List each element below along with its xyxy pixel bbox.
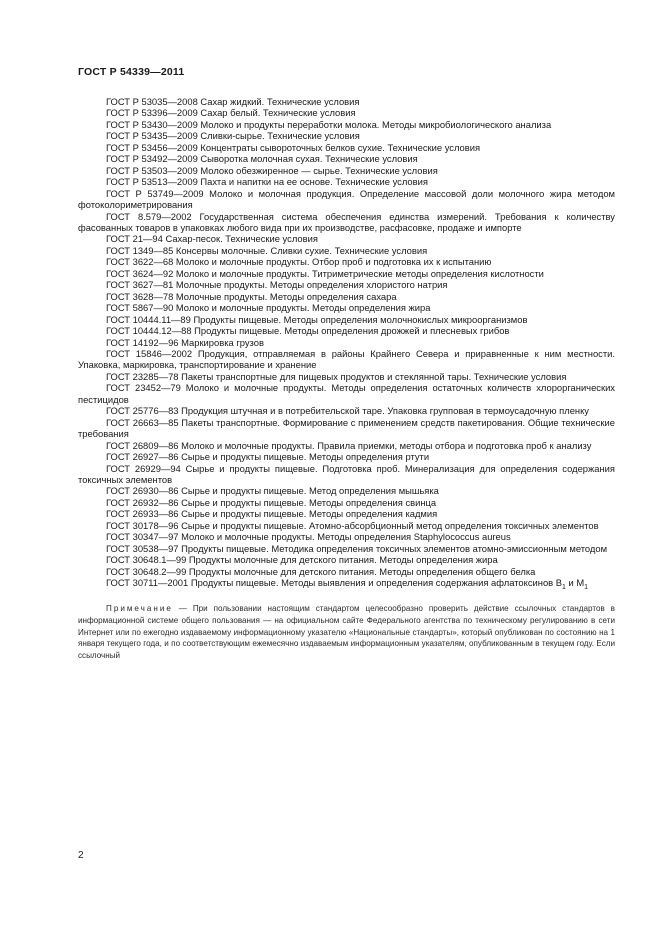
reference-text: и M	[565, 577, 585, 589]
reference-item: ГОСТ 3627—81 Молочные продукты. Методы определения хлористого натрия	[106, 279, 448, 291]
reference-item: ГОСТ 25776—83 Продукция штучная и в потребительской таре. Упаковка групповая в термоусадочную пленку	[106, 405, 589, 417]
reference-item: ГОСТ 5867—90 Молоко и молочные продукты. Методы определения жира	[106, 302, 431, 314]
reference-text: ГОСТ 30711—2001 Продукты пищевые. Методы выявления и определения содержания афлатоксинов B	[106, 577, 562, 589]
reference-item: ГОСТ 26809—86 Молоко и молочные продукты. Правила приемки, методы отбора и подготовка проб к анализу	[106, 439, 592, 451]
subscript: 1	[562, 583, 566, 591]
page-number: 2	[78, 850, 84, 861]
note-label: Примечание	[106, 604, 173, 614]
reference-item: ГОСТ 30347—97 Молоко и молочные продукты. Методы определения Staphylococcus aureus	[106, 531, 511, 543]
reference-item: ГОСТ 30648.2—99 Продукты молочные для детского питания. Методы определения общего белка	[106, 565, 536, 577]
reference-item: ГОСТ 30538—97 Продукты пищевые. Методика определения токсичных элементов атомно-эмиссионным методом	[106, 542, 608, 554]
reference-item: ГОСТ Р 53430—2009 Молоко и продукты переработки молока. Методы микробиологического анализа	[106, 118, 552, 130]
reference-item: ГОСТ Р 53396—2009 Сахар белый. Технические условия	[106, 107, 356, 119]
reference-item: ГОСТ 14192—96 Маркировка грузов	[106, 336, 264, 348]
reference-item: ГОСТ Р 53513—2009 Пахта и напитки на ее основе. Технические условия	[106, 176, 428, 188]
reference-item: ГОСТ Р 53435—2009 Сливки-сырье. Технические условия	[106, 130, 360, 142]
reference-item: ГОСТ 26930—86 Сырье и продукты пищевые. Метод определения мышьяка	[106, 485, 439, 497]
reference-item: ГОСТ 26927—86 Сырье и продукты пищевые. Методы определения ртути	[106, 451, 430, 463]
reference-item: ГОСТ 26663—85 Пакеты транспортные. Формирование с применением средств пакетирования. Общие технические требования	[78, 416, 615, 440]
references-list	[78, 96, 615, 669]
note-text: — При пользовании настоящим стандартом целесообразно проверить действие ссылочных стандартов в информационной системе общего пользования — на официальном сайте Федерального агентства по техническому регулированию в сети Интернет или по ежегодно издаваемому информационному указателю «Национальные стандарты», который опубликован по состоянию на 1 января текущего года, и по соответствующим ежемесячно издаваемым информационным указателям, опубликованным в текущем году. Если ссылочный	[78, 604, 615, 660]
reference-item: ГОСТ 3628—78 Молочные продукты. Методы определения сахара	[106, 290, 397, 302]
reference-item: ГОСТ 26932—86 Сырье и продукты пищевые. Методы определения свинца	[106, 496, 437, 508]
subscript: 1	[584, 583, 589, 591]
reference-item: ГОСТ 26929—94 Сырье и продукты пищевые. Подготовка проб. Минерализация для определения содержания токсичных элементов	[78, 462, 615, 485]
reference-item: ГОСТ 15846—2002 Продукция, отправляемая в районы Крайнего Севера и приравненные к ним местности. Упаковка, маркировка, транспортирование и хранение	[78, 347, 615, 371]
reference-item-aflatoxins	[78, 577, 615, 593]
reference-item: ГОСТ 8.579—2002 Государственная система обеспечения единства измерений. Требования к количеству фасованных товаров в упаковках любого вида при их производстве, расфасовке, продаже и импорте	[78, 210, 615, 233]
reference-item: ГОСТ 23285—78 Пакеты транспортные для пищевых продуктов и стеклянной тары. Технические условия	[106, 370, 567, 382]
reference-item: ГОСТ Р 53503—2009 Молоко обезжиренное — сырье. Технические условия	[106, 164, 438, 176]
reference-item: ГОСТ Р 53492—2009 Сыворотка молочная сухая. Технические условия	[106, 153, 418, 165]
reference-item: ГОСТ 10444.11—89 Продукты пищевые. Методы определения молочнокислых микроорганизмов	[106, 313, 528, 325]
reference-item: ГОСТ 21—94 Сахар-песок. Технические условия	[106, 233, 318, 245]
reference-item: ГОСТ 30178—96 Сырье и продукты пищевые. Атомно-абсорбционный метод определения токсичных элементов	[106, 519, 599, 531]
document-header: ГОСТ Р 54339—2011	[78, 66, 185, 78]
reference-item: ГОСТ 30648.1—99 Продукты молочные для детского питания. Методы определения жира	[106, 554, 498, 566]
reference-item: ГОСТ 3622—68 Молоко и молочные продукты. Отбор проб и подготовка их к испытанию	[106, 256, 492, 268]
reference-item: ГОСТ 23452—79 Молоко и молочные продукты. Методы определения остаточных количеств хлорорганических пестицидов	[78, 382, 615, 405]
reference-item: ГОСТ Р 53749—2009 Молоко и молочная продукция. Определение массовой доли молочного жира методом фотоколориметрирования	[78, 187, 615, 211]
reference-item: ГОСТ 26933—86 Сырье и продукты пищевые. Методы определения кадмия	[106, 508, 438, 520]
reference-item: ГОСТ 1349—85 Консервы молочные. Сливки сухие. Технические условия	[106, 244, 428, 256]
note-paragraph	[78, 603, 615, 661]
reference-item: ГОСТ 3624—92 Молоко и молочные продукты. Титриметрические методы определения кислотности	[106, 267, 544, 279]
reference-item: ГОСТ 10444.12—88 Продукты пищевые. Методы определения дрожжей и плесневых грибов	[106, 325, 510, 337]
reference-item: ГОСТ Р 53456—2009 Концентраты сывороточных белков сухие. Технические условия	[106, 141, 481, 153]
reference-item: ГОСТ Р 53035—2008 Сахар жидкий. Технические условия	[106, 96, 360, 107]
